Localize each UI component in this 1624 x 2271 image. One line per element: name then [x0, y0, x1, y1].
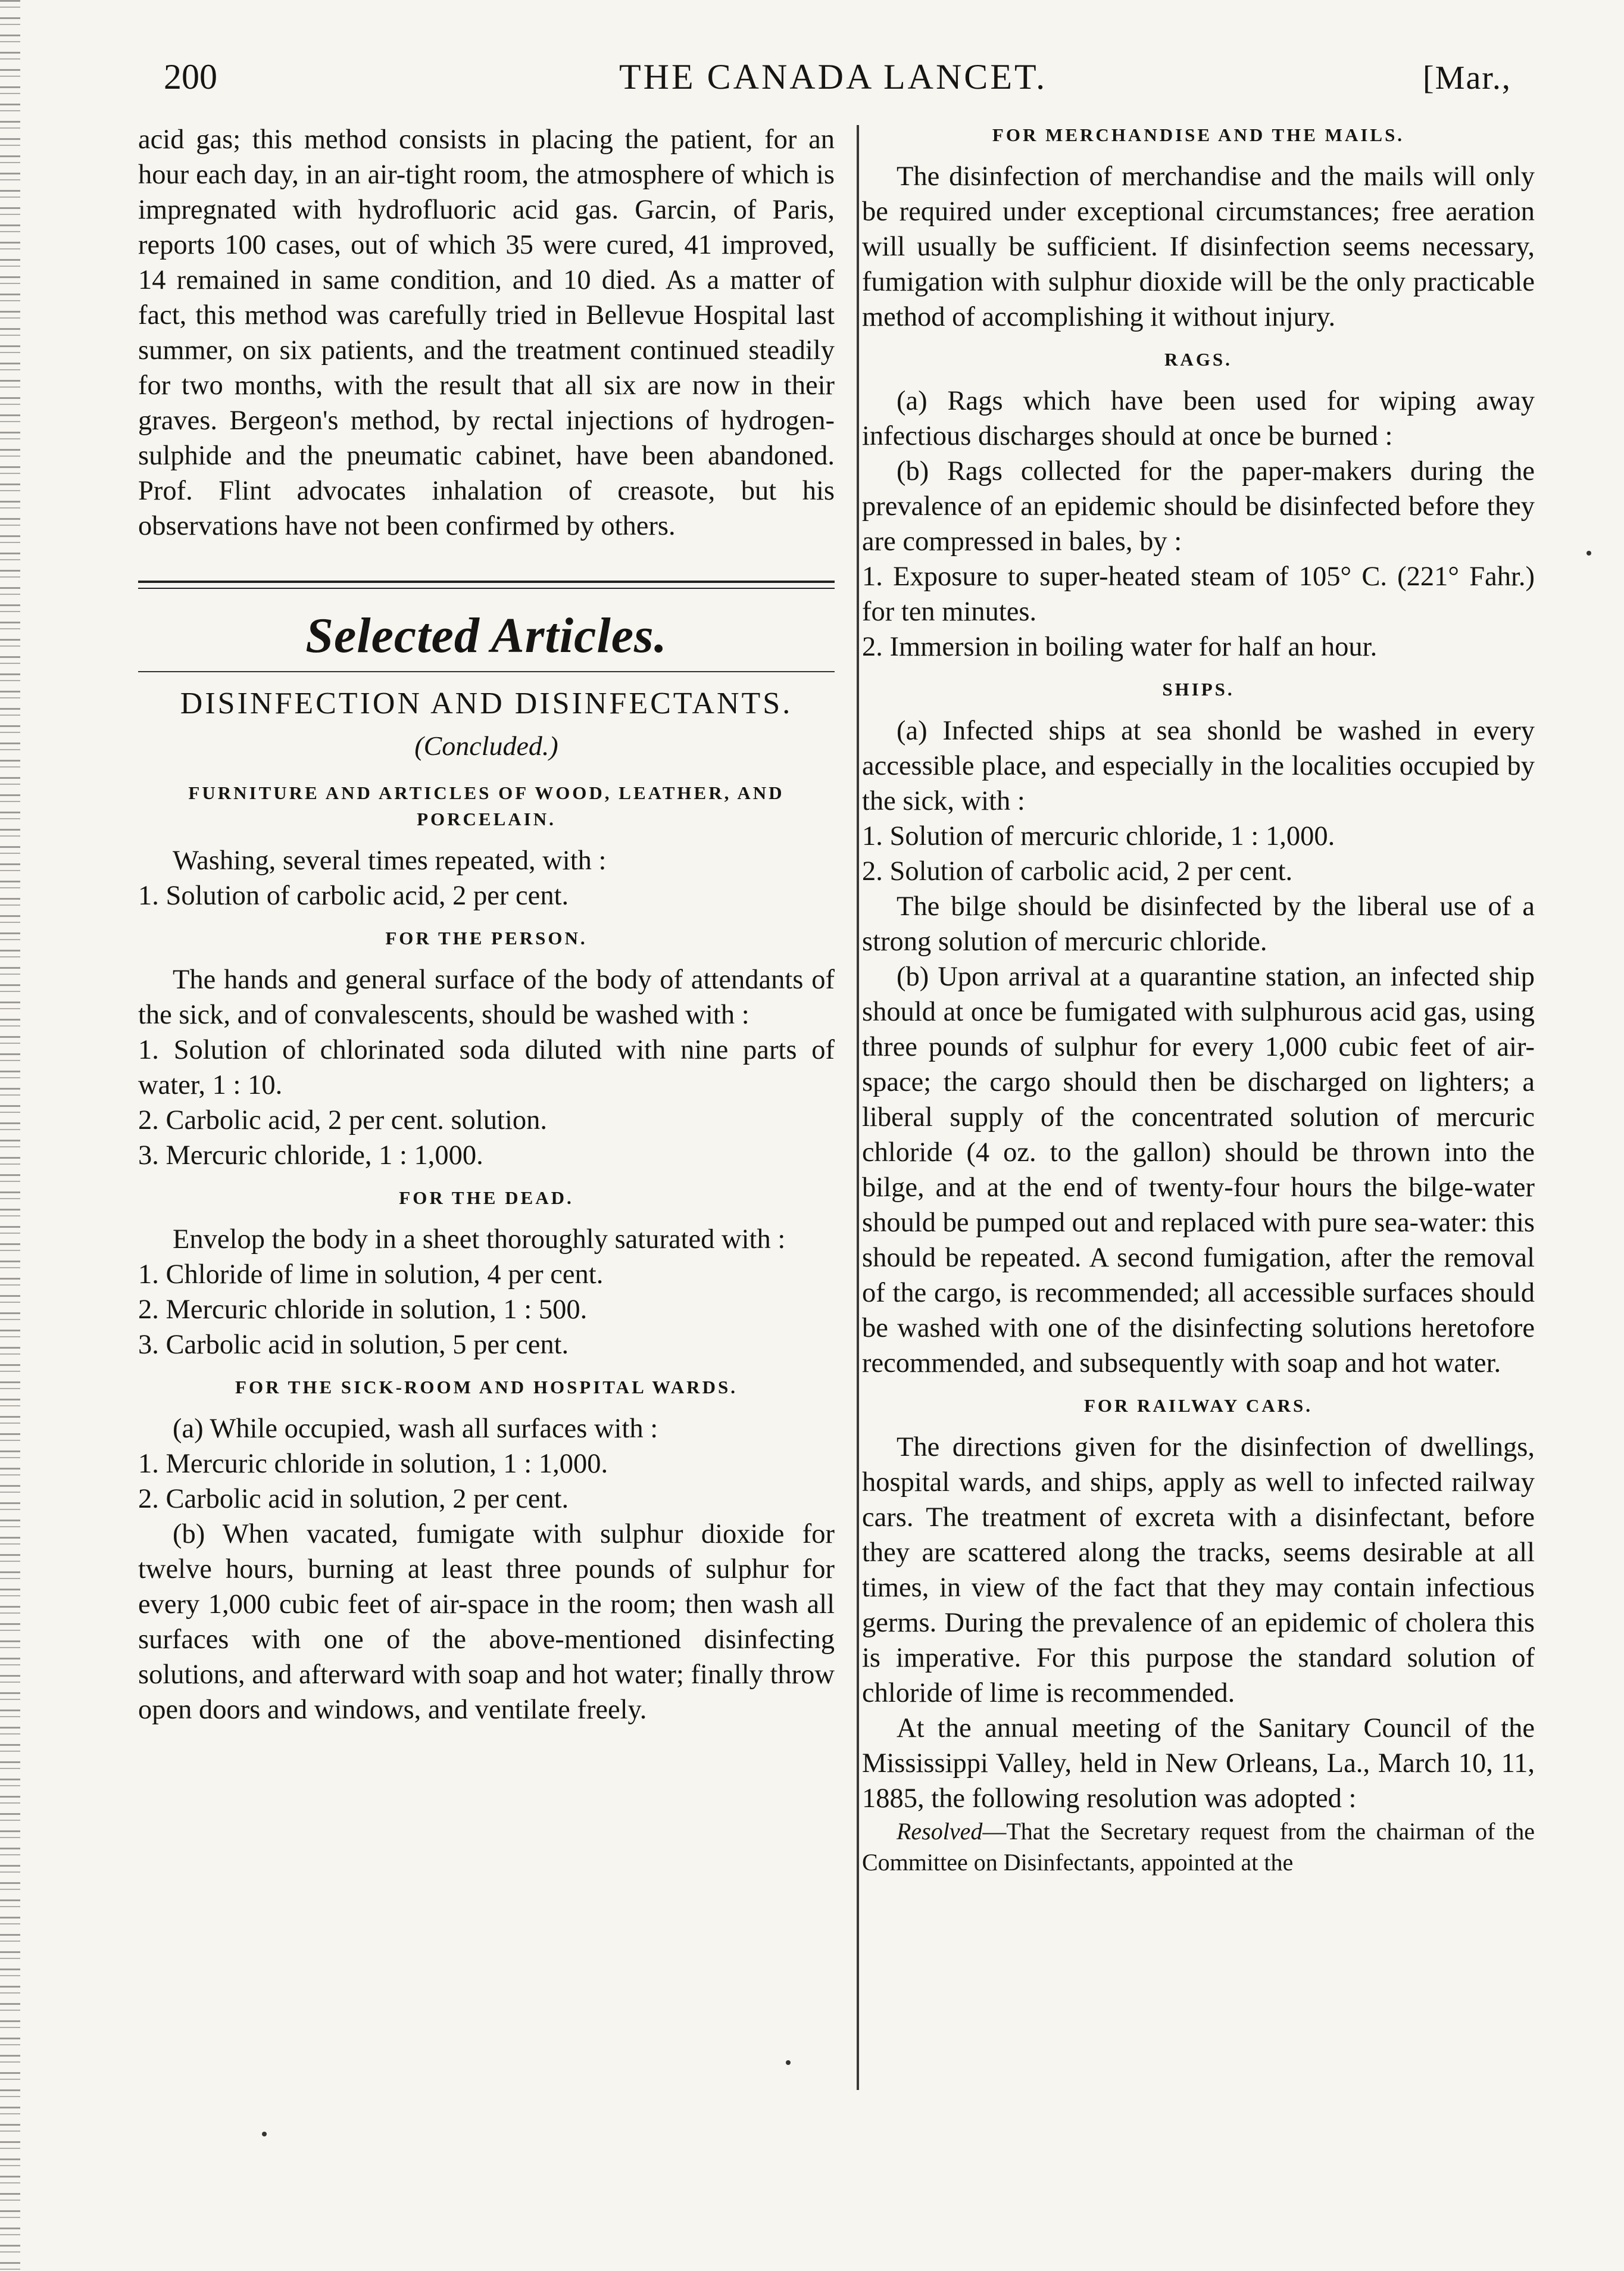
merchandise-heading: FOR MERCHANDISE AND THE MAILS. — [992, 124, 1405, 145]
resolution — [862, 1816, 1535, 1878]
page-number: 200 — [164, 57, 217, 96]
rags-para-a: (a) Rags which have been used for wiping away infectious discharges should at once be burned : — [862, 386, 1535, 451]
person-item: 3. Mercuric chloride, 1 : 1,000. — [138, 1140, 483, 1171]
double-rule — [138, 581, 835, 589]
sick-room-item: 1. Mercuric chloride in solution, 1 : 1,000. — [138, 1449, 608, 1479]
right-column — [862, 122, 1535, 1878]
journal-title: THE CANADA LANCET. — [619, 57, 1048, 96]
person-heading: FOR THE PERSON. — [385, 928, 588, 949]
rags-para-b: (b) Rags collected for the paper-makers during the prevalence of an epidemic should be disinfected before they are compressed in bales, by : — [862, 456, 1535, 557]
sick-room-para-a: (a) While occupied, wash all surfaces with : — [173, 1414, 658, 1444]
person-intro: The hands and general surface of the body of attendants of the sick, and of convalescents, should be washed with : — [138, 965, 835, 1030]
dead-item: 1. Chloride of lime in solution, 4 per cent. — [138, 1259, 604, 1290]
speck — [1586, 551, 1591, 556]
dead-item: 3. Carbolic acid in solution, 5 per cent. — [138, 1330, 569, 1360]
resolution-label: Resolved — [897, 1818, 983, 1845]
sick-room-heading: FOR THE SICK-ROOM AND HOSPITAL WARDS. — [235, 1377, 738, 1397]
article-title: DISINFECTION AND DISINFECTANTS. — [180, 687, 793, 720]
ships-para-b: (b) Upon arrival at a quarantine station, an infected ship should at once be fumigated with sulphurous acid gas, using three pounds of sulphur for every 1,000 cubic feet of air-space; the cargo should then be discharged on lighters; a liberal supply of the concentrated solution of mercuric chloride (4 oz. to the gallon) should be thrown into the bilge, and at the end of twenty-four hours the bilge-water should be pumped out and replaced with pure sea-water: this should be repeated. A second fumigation, after the removal of the cargo, is recommended; all accessible surfaces should be washed with one of the disinfecting solutions heretofore recommended, and subsequently with soap and hot water. — [862, 962, 1535, 1378]
running-header — [0, 51, 1624, 116]
person-item: 1. Solution of chlorinated soda diluted with nine parts of water, 1 : 10. — [138, 1035, 835, 1100]
ships-item: 1. Solution of mercuric chloride, 1 : 1,000. — [862, 821, 1335, 851]
article-status: (Concluded.) — [414, 731, 558, 761]
dead-heading: FOR THE DEAD. — [399, 1187, 574, 1208]
resolution-text: —That the Secretary request from the chairman of the Committee on Disinfectants, appointed at the — [862, 1818, 1535, 1876]
ships-item: 2. Solution of carbolic acid, 2 per cent. — [862, 856, 1293, 887]
person-item: 2. Carbolic acid, 2 per cent. solution. — [138, 1105, 547, 1136]
railway-heading: FOR RAILWAY CARS. — [1083, 1395, 1313, 1416]
dead-intro: Envelop the body in a sheet thoroughly saturated with : — [173, 1224, 786, 1255]
railway-text: The directions given for the disinfection of dwellings, hospital wards, and ships, apply as well to infected railway cars. The treatment of excreta with a disinfectant, before they are scattered along the tracks, seems desirable at all times, in view of the fact that they may contain infectious germs. During the prevalence of an epidemic of cholera this is imperative. For this purpose the standard solution of chloride of lime is recommended. — [862, 1432, 1535, 1708]
merchandise-text: The disinfection of merchandise and the mails will only be required under exceptional circumstances; free aeration will usually be sufficient. If disinfection seems necessary, fumigation with sulphur dioxide will be the only practicable method of accomplishing it without injury. — [862, 161, 1535, 332]
issue-month: [Mar., — [1423, 60, 1511, 96]
rags-item: 1. Exposure to super-heated steam of 105° C. (221° Fahr.) for ten minutes. — [862, 561, 1535, 627]
furniture-item: 1. Solution of carbolic acid, 2 per cent. — [138, 881, 569, 911]
opening-paragraph: acid gas; this method consists in placing the patient, for an hour each day, in an air-tight room, the atmosphere of which is impregnated with hydrofluoric acid gas. Garcin, of Paris, reports 100 cases, out of which 35 were cured, 41 improved, 14 remained in same condition, and 10 died. As a matter of fact, this method was carefully tried in Bellevue Hospital last summer, on six patients, and the treatment continued steadily for two months, with the result that all six are now in their graves. Bergeon's method, by rectal injections of hydrogen-sulphide and the pneumatic cabinet, have been abandoned. Prof. Flint advocates inhalation of creasote, but his observations have not been confirmed by others. — [138, 124, 835, 541]
rags-heading: RAGS. — [1164, 349, 1232, 370]
speck — [786, 2060, 791, 2065]
column-divider — [857, 125, 859, 2090]
sick-room-item: 2. Carbolic acid in solution, 2 per cent. — [138, 1484, 569, 1514]
speck — [262, 2132, 267, 2136]
rags-item: 2. Immersion in boiling water for half an hour. — [862, 632, 1378, 662]
section-rule — [138, 671, 835, 672]
section-heading: Selected Articles. — [305, 608, 667, 663]
ships-para-a: (a) Infected ships at sea shonld be washed in every accessible place, and especially in the localities occupied by the sick, with : — [862, 716, 1535, 816]
scan-edge-artifact — [0, 0, 20, 2271]
meeting-paragraph: At the annual meeting of the Sanitary Council of the Mississippi Valley, held in New Orleans, La., March 10, 11, 1885, the following resolution was adopted : — [862, 1713, 1535, 1814]
furniture-intro: Washing, several times repeated, with : — [173, 846, 607, 876]
sick-room-para-b: (b) When vacated, fumigate with sulphur dioxide for twelve hours, burning at least three pounds of sulphur for every 1,000 cubic feet of air-space in the room; then wash all surfaces with one of the above-mentioned disinfecting solutions, and afterward with soap and hot water; finally throw open doors and windows, and ventilate freely. — [138, 1519, 835, 1725]
ships-bilge: The bilge should be disinfected by the liberal use of a strong solution of mercuric chloride. — [862, 891, 1535, 957]
ships-heading: SHIPS. — [1162, 679, 1235, 700]
furniture-heading: FURNITURE AND ARTICLES OF WOOD, LEATHER, AND PORCELAIN. — [188, 782, 785, 829]
dead-item: 2. Mercuric chloride in solution, 1 : 500. — [138, 1294, 588, 1325]
left-column — [138, 122, 835, 1727]
